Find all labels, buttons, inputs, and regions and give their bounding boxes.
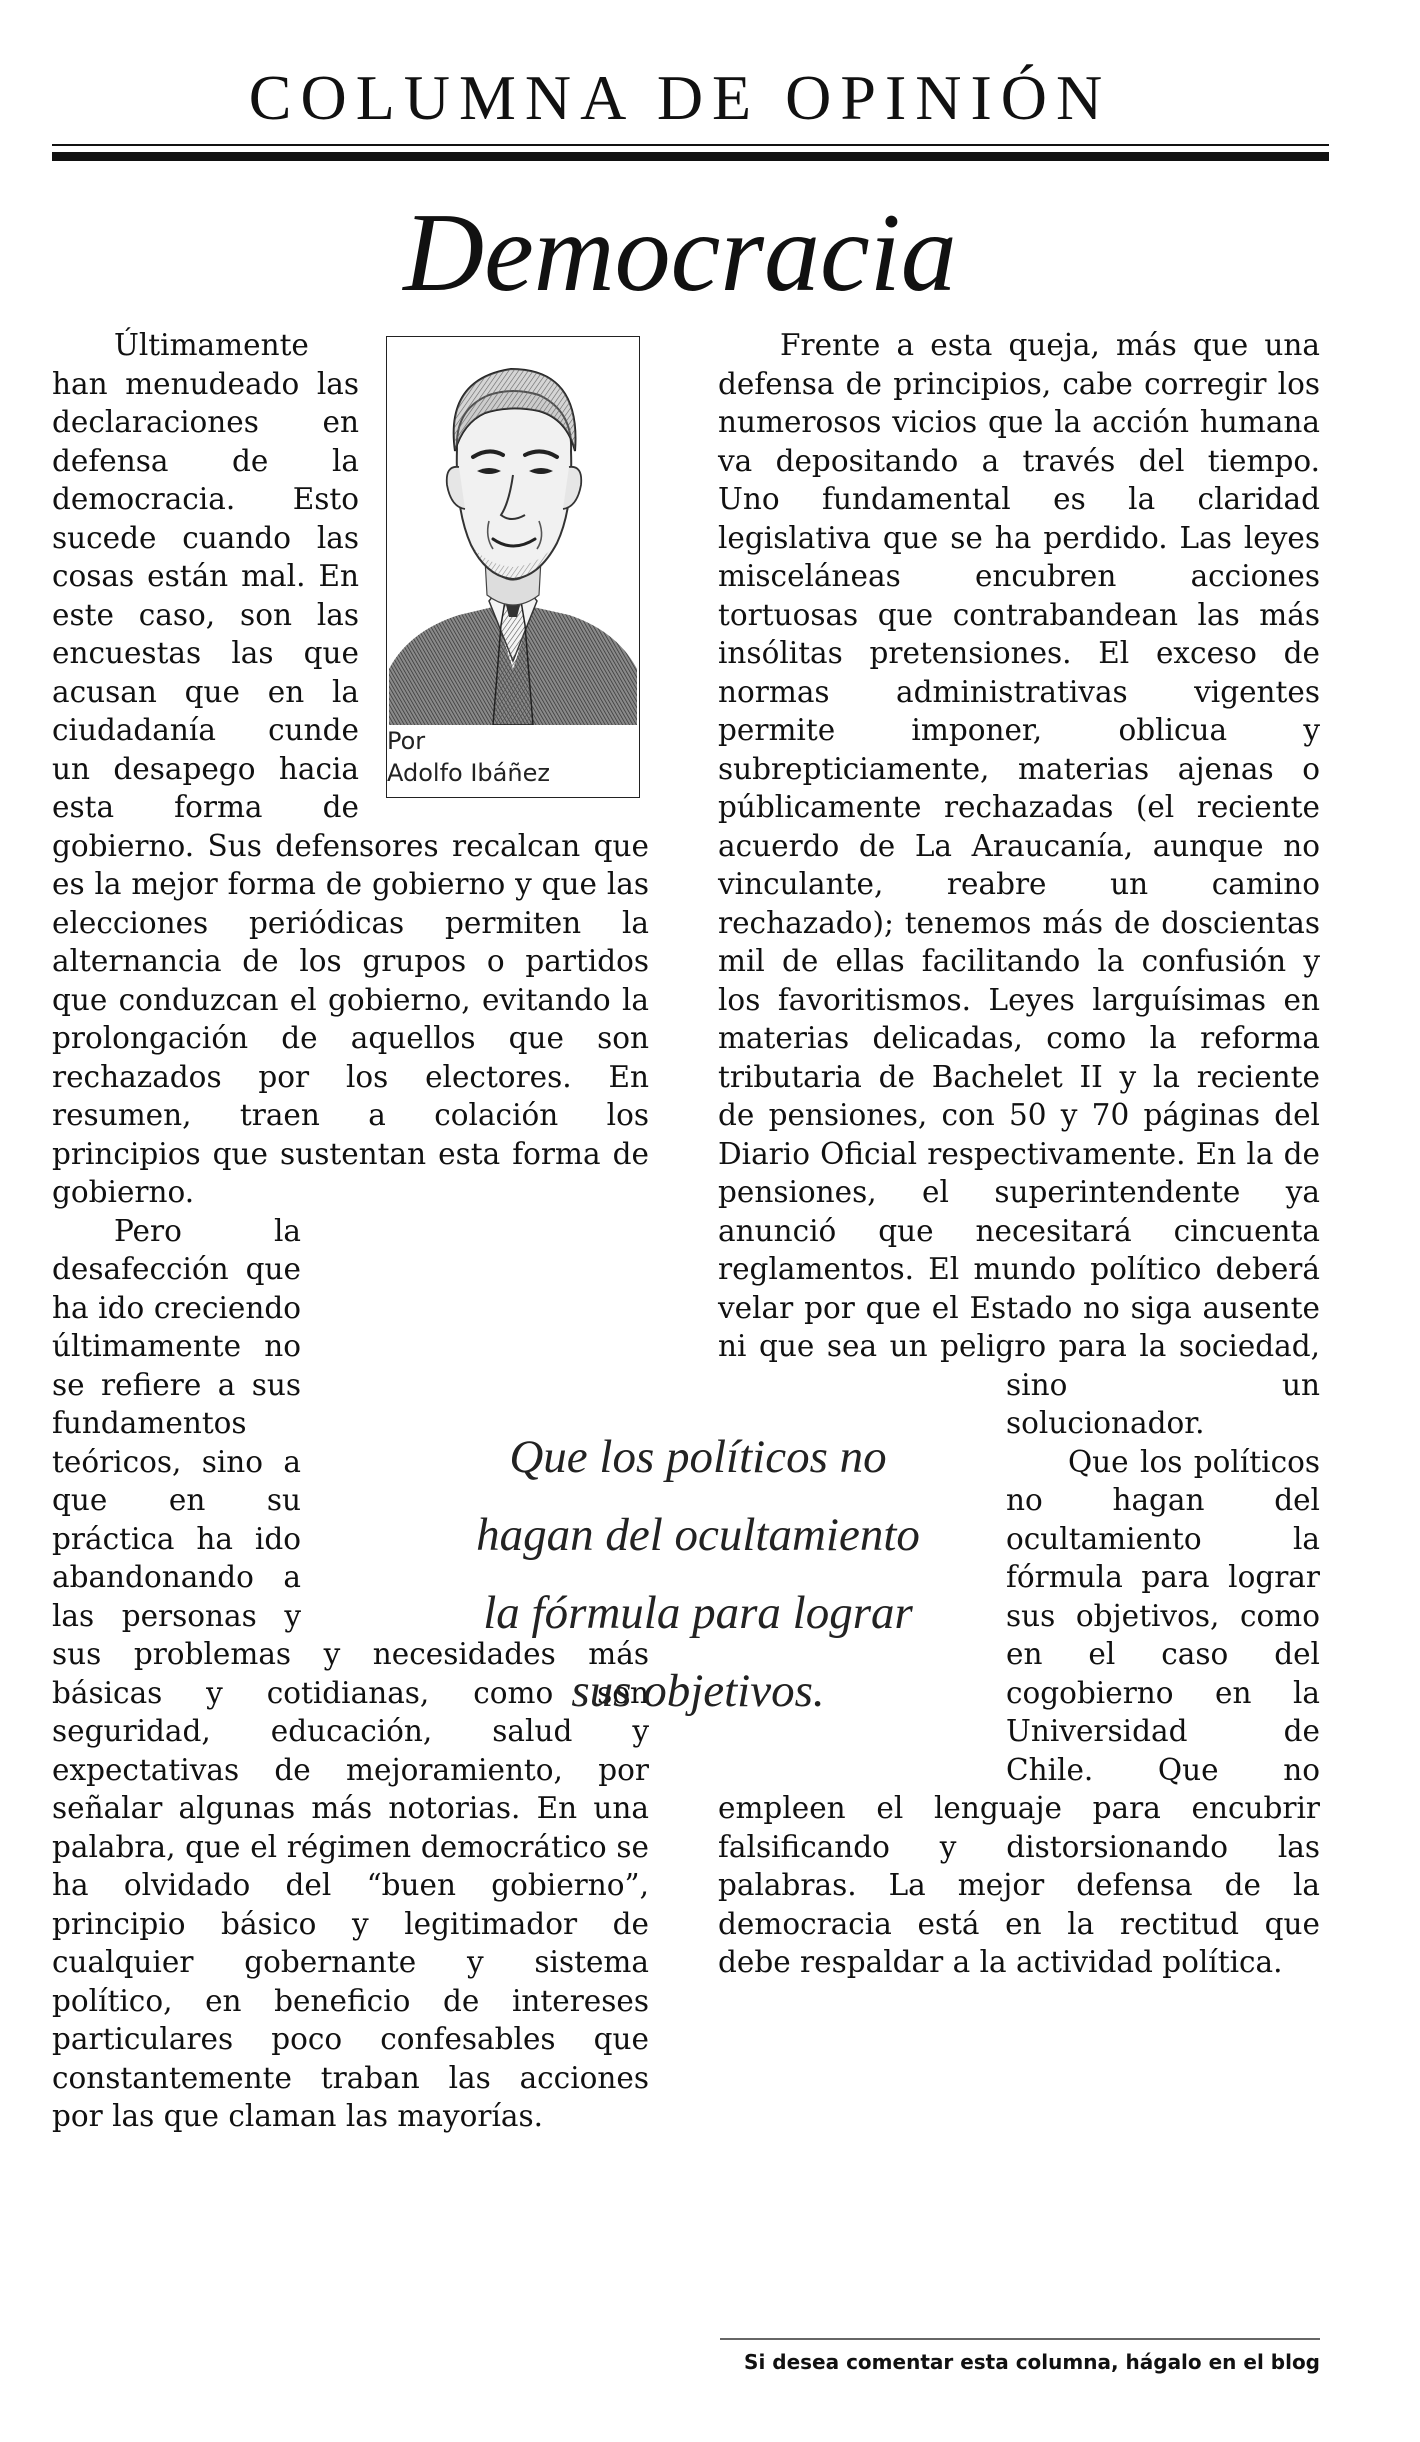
article-column-right [718, 326, 1320, 2346]
pull-quote-line: la fórmula para lograr [483, 1587, 913, 1639]
byline-prefix: Por [387, 727, 426, 755]
header-rule-thin [52, 144, 1329, 146]
author-portrait [389, 339, 637, 725]
paragraph-4: Que los políticos no hagan del ocultamiento la fórmula para lograr sus objetivos, como en el caso del cogobierno en la Universidad de Chile. Que no empleen el lenguaje para encubrir falsificando y distorsionando las palabras. La mejor defensa de la democracia está en la rectitud que debe respaldar a la actividad política. [718, 1444, 1320, 1979]
footer-note: Si desea comentar esta columna, hágalo en el blog [744, 2350, 1320, 2374]
byline-author: Adolfo Ibáñez [387, 759, 550, 787]
paragraph-2: Pero la desafección que ha ido creciendo últimamente no se refiere a sus fundamentos teóricos, sino a que en su práctica ha ido abandonando a las personas y sus problemas y necesidades más básicas y cotidianas, como son seguridad, educación, salud y expectativas de mejoramiento, por señalar algunas más notorias. En una palabra, que el régimen democrático se ha olvidado del “buen gobierno”, principio básico y legitimador de cualquier gobernante y sistema político, en beneficio de intereses particulares poco confesables que constantemente traban las acciones por las que claman las mayorías. [52, 1213, 649, 2133]
section-label: COLUMNA DE OPINIÓN [248, 62, 1112, 133]
pull-quote [418, 1418, 978, 1730]
header-rule-thick [52, 152, 1329, 161]
headline: Democracia [403, 191, 957, 315]
paragraph-3: Frente a esta queja, más que una defensa de principios, cabe corregir los numerosos vicios que la acción humana va depositando a través del tiempo. Uno fundamental es la claridad legislativa que se ha perdido. Las leyes misceláneas encubren acciones tortuosas que contrabandean las más insólitas pretensiones. El exceso de normas administrativas vigentes permite imponer, oblicua y subrepticiamente, materias ajenas o públicamente rechazadas (el reciente acuerdo de La Araucanía, aunque no vinculante, reabre un camino rechazado); tenemos más de doscientas mil de ellas facilitando la confusión y los favoritismos. Leyes larguísimas en materias delicadas, como la reforma tributaria de Bachelet II y la reciente de pensiones, con 50 y 70 páginas del Diario Oficial respectivamente. En la de pensiones, el superintendente ya anunció que necesitará cincuenta reglamentos. El mundo político deberá velar por que el Estado no siga ausente ni que sea un peligro para la sociedad, sino un solucionador. [718, 328, 1320, 1440]
paragraph-1: Últimamente han menudeado las declaraciones en defensa de la democracia. Esto sucede cuando las cosas están mal. En este caso, son las encuestas las que acusan que en la ciudadanía cunde un desapego hacia esta forma de gobierno. Sus defensores recalcan que es la mejor forma de gobierno y que las elecciones periódicas permiten la alternancia de los grupos o partidos que conduzcan el gobierno, evitando la prolongación de aquellos que son rechazados por los electores. En resumen, traen a colación los principios que sustentan esta forma de gobierno. [52, 328, 649, 1209]
author-photo-box [386, 336, 640, 798]
pull-quote-line: hagan del ocultamiento [476, 1509, 920, 1561]
footer-rule [720, 2338, 1320, 2340]
pull-quote-line: sus objetivos. [571, 1665, 825, 1717]
pull-quote-line: Que los políticos no [509, 1431, 887, 1483]
byline [387, 725, 550, 789]
